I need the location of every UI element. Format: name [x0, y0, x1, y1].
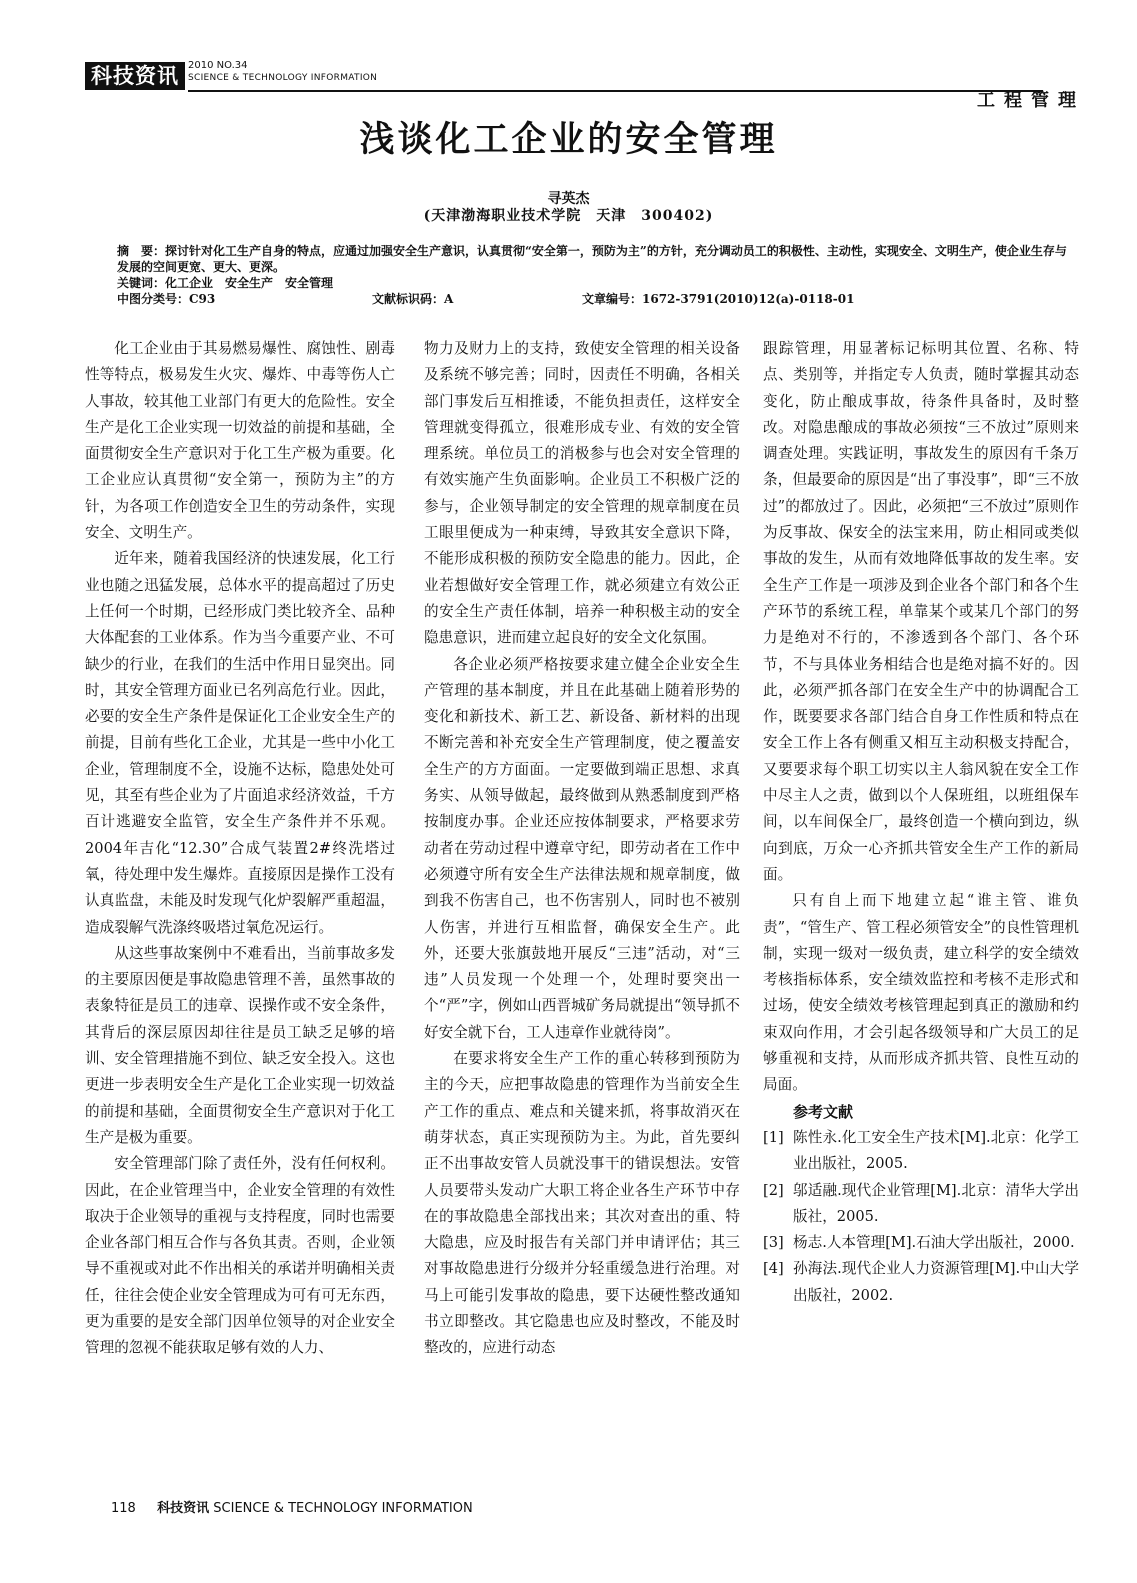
reference-text: 邬适融.现代企业管理[M].北京：清华大学出版社，2005.	[793, 1181, 1079, 1225]
clc-number: 中图分类号：C93	[117, 292, 216, 306]
journal-english-name: SCIENCE & TECHNOLOGY INFORMATION	[188, 73, 378, 83]
paragraph: 化工企业由于其易燃易爆性、腐蚀性、剧毒性等特点，极易发生火灾、爆炸、中毒等伤人亡人事故，较其他工业部门有更大的危险性。安全生产是化工企业实现一切效益的前提和基础，全面贯彻安全生产意识对于化工生产极为重要。化工企业应认真贯彻“安全第一，预防为主”的方针，为各项工作创造安全卫生的劳动条件，实现安全、文明生产。	[85, 340, 395, 542]
keywords-label: 关键词：	[117, 276, 166, 290]
abstract-label: 摘 要：	[117, 244, 166, 258]
page-footer	[111, 1497, 473, 1516]
paragraph: 各企业必须严格按要求建立健全企业安全生产管理的基本制度，并且在此基础上随着形势的变化和新技术、新工艺、新设备、新材料的出现不断完善和补充安全生产管理制度，使之覆盖安全生产的方方面面。一定要做到端正思想、求真务实、从领导做起，最终做到从熟悉制度到严格按制度办事。企业还应按体制要求，严格要求劳动者在劳动过程中遵章守纪，即劳动者在工作中必须遵守所有安全生产法律法规和规章制度，做到我不伤害自己，也不伤害别人，同时也不被别人伤害，并进行互相监督，确保安全生产。此外，还要大张旗鼓地开展反“三违”活动，对“三违”人员发现一个处理一个，处理时要突出一个“严”字，例如山西晋城矿务局就提出“领导抓不好安全就下台，工人违章作业就待岗”。	[424, 655, 740, 1041]
article-title: 浅谈化工企业的安全管理	[359, 120, 778, 160]
issue-info	[188, 60, 377, 84]
header-rule	[188, 90, 1043, 92]
reference-item	[763, 1230, 1079, 1256]
author: 寻英杰	[547, 191, 590, 207]
paragraph: 安全管理部门除了责任外，没有任何权利。因此，在企业管理当中，企业安全管理的有效性取决于企业领导的重视与支持程度，同时也需要企业各部门相互合作与各负其责。否则，企业领导不重视或对此不作出相关的承诺并明确相关责任，往往会使企业安全管理成为可有可无东西，更为重要的是安全部门因单位领导的对企业安全管理的忽视不能获取足够有效的人力、	[85, 1155, 395, 1357]
references-list	[763, 1125, 1079, 1309]
paragraph: 在要求将安全生产工作的重心转移到预防为主的今天，应把事故隐患的管理作为当前安全生产工作的重点、难点和关键来抓，将事故消灭在萌芽状态，真正实现预防为主。为此，首先要纠正不出事故安管人员就没事干的错误想法。安管人员要带头发动广大职工将企业各生产环节中存在的事故隐患全部找出来；其次对查出的重、特大隐患，应及时报告有关部门并申请评估；其三对事故隐患进行分级并分轻重缓急进行治理。对马上可能引发事故的隐患，要下达硬性整改通知书立即整改。其它隐患也应及时整改，不能及时整改的，应进行动态	[424, 1050, 740, 1357]
reference-number: [1]	[763, 1128, 784, 1146]
references-heading: 参考文献	[793, 1102, 854, 1121]
reference-number: [4]	[763, 1260, 784, 1278]
reference-number: [3]	[763, 1234, 784, 1252]
abstract-text: 探讨针对化工生产自身的特点，应通过加强安全生产意识，认真贯彻“安全第一，预防为主”的方针，充分调动员工的积极性、主动性，实现安全、文明生产，使企业生存与发展的空间更宽、更大、更深。	[117, 244, 1067, 274]
page-number: 118	[111, 1501, 136, 1516]
section-name: 工程管理	[977, 90, 1085, 111]
abstract	[117, 243, 1077, 275]
column-1	[85, 336, 395, 1362]
paragraph: 物力及财力上的支持，致使安全管理的相关设备及系统不够完善；同时，因责任不明确，各相关部门事发后互相推诿，不能负担责任，这样安全管理就变得孤立，很难形成专业、有效的安全管理系统。单位员工的消极参与也会对安全管理的有效实施产生负面影响。企业员工不积极广泛的参与，企业领导制定的安全管理的规章制度在员工眼里便成为一种束缚，导致其安全意识下降，不能形成积极的预防安全隐患的能力。因此，企业若想做好安全管理工作，就必须建立有效公正的安全生产责任体制，培养一种积极主动的安全隐患意识，进而建立起良好的安全文化氛围。	[424, 340, 740, 647]
affiliation: (天津渤海职业技术学院 天津 300402)	[423, 208, 714, 224]
reference-text: 杨志.人本管理[M].石油大学出版社，2000.	[793, 1234, 1075, 1252]
column-2	[424, 336, 740, 1362]
article-meta	[117, 243, 1077, 307]
paragraph: 跟踪管理，用显著标记标明其位置、名称、特点、类别等，并指定专人负责，随时掌握其动态变化，防止酿成事故，待条件具备时，及时整改。对隐患酿成的事故必须按“三不放过”原则来调查处理。实践证明，事故发生的原因有千条万条，但最要命的原因是“出了事没事”，即“三不放过”的都放过了。因此，必须把“三不放过”原则作为反事故、保安全的法宝来用，防止相同或类似事故的发生，从而有效地降低事故的发生率。安全生产工作是一项涉及到企业各个部门和各个生产环节的系统工程，单靠某个或某几个部门的努力是绝对不行的，不渗透到各个部门、各个环节，不与具体业务相结合也是绝对搞不好的。因此，必须严抓各部门在安全生产中的协调配合工作，既要要求各部门结合自身工作性质和特点在安全工作上各有侧重又相互主动积极支持配合，又要要求每个职工切实以主人翁风貌在安全工作中尽主人之责，做到以个人保班组，以班组保车间，以车间保全厂，最终创造一个横向到边，纵向到底，万众一心齐抓共管安全生产工作的新局面。	[763, 340, 1079, 883]
paragraph: 只有自上而下地建立起“谁主管、谁负责”，“管生产、管工程必须管安全”的良性管理机制，实现一级对一级负责，建立科学的安全绩效考核指标体系，安全绩效监控和考核不走形式和过场，使安全绩效考核管理起到真正的激励和约束双向作用，才会引起各级领导和广大员工的足够重视和支持，从而形成齐抓共管、良性互动的局面。	[763, 892, 1079, 1094]
reference-text: 陈性永.化工安全生产技术[M].北京：化学工业出版社，2005.	[793, 1128, 1079, 1173]
column-3	[763, 336, 1079, 1309]
document-code: 文献标识码：A	[372, 292, 454, 306]
reference-number: [2]	[763, 1181, 784, 1199]
classification-ids	[117, 291, 1077, 307]
journal-logo: 科技资讯	[85, 62, 185, 90]
keywords-text: 化工企业 安全生产 安全管理	[165, 276, 334, 290]
paragraph: 近年来，随着我国经济的快速发展，化工行业也随之迅猛发展，总体水平的提高超过了历史上任何一个时期，已经形成门类比较齐全、品种大体配套的工业体系。作为当今重要产业、不可缺少的行业，在我们的生活中作用日显突出。同时，其安全管理方面业已名列高危行业。因此，必要的安全生产条件是保证化工企业安全生产的前提，目前有些化工企业，尤其是一些中小化工企业，管理制度不全，设施不达标，隐患处处可见，其至有些企业为了片面追求经济效益，千方百计逃避安全监管，安全生产条件并不乐观。2004年吉化“12.30”合成气装置2#终洗塔过氧，待处理中发生爆炸。直接原因是操作工没有认真监盘，未能及时发现气化炉裂解严重超温，造成裂解气洗涤终吸塔过氧危况运行。	[85, 550, 395, 936]
reference-item	[763, 1125, 1079, 1178]
keywords	[117, 275, 1077, 291]
reference-text: 孙海法.现代企业人力资源管理[M].中山大学出版社，2002.	[793, 1260, 1079, 1304]
page-header	[85, 60, 1085, 111]
footer-journal-cn: 科技资讯	[157, 1501, 210, 1516]
reference-item	[763, 1256, 1079, 1309]
article-number: 文章编号：1672-3791(2010)12(a)-0118-01	[582, 292, 855, 306]
reference-item	[763, 1178, 1079, 1231]
paragraph: 从这些事故案例中不难看出，当前事故多发的主要原因便是事故隐患管理不善，虽然事故的表象特征是员工的违章、误操作或不安全条件，其背后的深层原因却往往是员工缺乏足够的培训、安全管理措施不到位、缺乏安全投入。这也更进一步表明安全生产是化工企业实现一切效益的前提和基础，全面贯彻安全生产意识对于化工生产是极为重要。	[85, 944, 395, 1146]
footer-journal-en: SCIENCE & TECHNOLOGY INFORMATION	[213, 1501, 473, 1516]
issue-number: 2010 NO.34	[188, 60, 248, 71]
